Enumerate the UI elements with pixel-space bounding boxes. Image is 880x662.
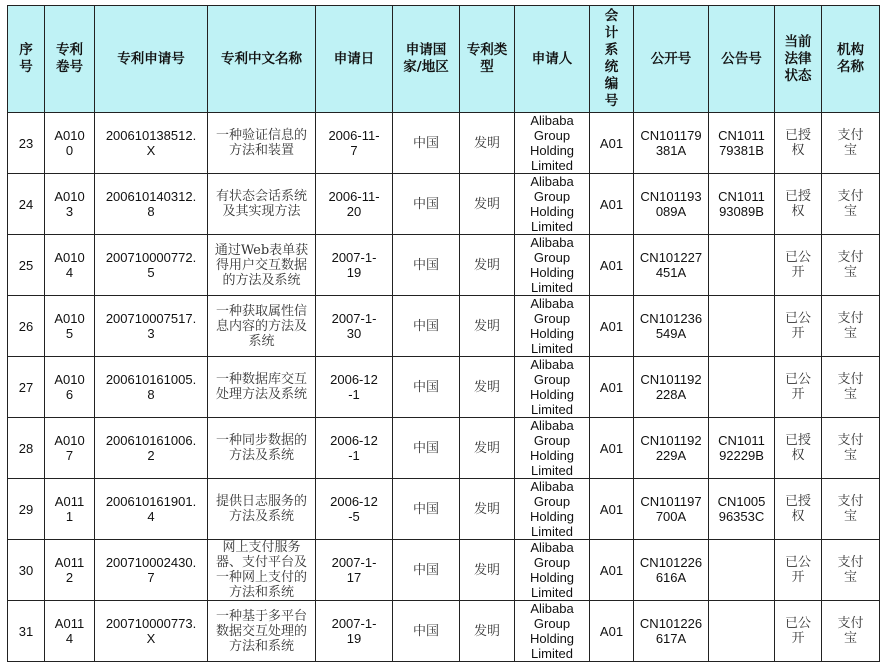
cell-publication-no — [634, 601, 709, 662]
cell-org-text: 支付宝 — [837, 555, 864, 585]
table-row — [8, 418, 880, 479]
cell-application-no-text: 200610161005.8 — [105, 372, 197, 402]
cell-application-no — [95, 418, 208, 479]
cell-applicant — [515, 113, 590, 174]
cell-seq: 28 — [8, 418, 45, 479]
cell-filing-date-text: 2006-12-5 — [330, 494, 378, 524]
cell-volume-text: A0112 — [54, 555, 85, 585]
cell-type: 发明 — [460, 113, 515, 174]
patent-table — [7, 5, 880, 662]
cell-org — [822, 418, 880, 479]
cell-volume-text: A0104 — [54, 250, 85, 280]
cell-application-no-text: 200710000772.5 — [105, 250, 197, 280]
cell-filing-date-text: 2007-1-30 — [331, 311, 377, 341]
cell-org-text: 支付宝 — [837, 616, 864, 646]
cell-legal-status — [775, 601, 822, 662]
cell-type: 发明 — [460, 479, 515, 540]
cell-publication-no — [634, 479, 709, 540]
cell-application-no-text: 200610140312.8 — [105, 189, 197, 219]
cell-legal-status-text: 已授权 — [784, 128, 811, 158]
cell-applicant-text: Alibaba Group Holding Limited — [529, 296, 575, 356]
cell-application-no-text: 200610161901.4 — [105, 494, 197, 524]
cell-applicant-text: Alibaba Group Holding Limited — [529, 357, 575, 417]
table-row — [8, 357, 880, 418]
cell-filing-date-text: 2006-12-1 — [330, 433, 378, 463]
header-accounting-code: 会计系统编号 — [590, 6, 634, 113]
cell-cn-title — [208, 418, 316, 479]
cell-publication-no-text: CN101193089A — [640, 189, 702, 219]
cell-country: 中国 — [393, 418, 460, 479]
cell-seq: 29 — [8, 479, 45, 540]
cell-grant-no-text: CN101193089B — [718, 189, 765, 219]
cell-type: 发明 — [460, 418, 515, 479]
cell-legal-status-text: 已公开 — [784, 616, 811, 646]
header-type: 专利类型 — [460, 6, 515, 113]
cell-accounting-code: A01 — [590, 113, 634, 174]
cell-grant-no — [709, 479, 775, 540]
cell-legal-status — [775, 540, 822, 601]
cell-volume-text: A0114 — [54, 616, 85, 646]
cell-volume — [45, 601, 95, 662]
cell-volume — [45, 540, 95, 601]
cell-application-no — [95, 479, 208, 540]
cell-cn-title — [208, 540, 316, 601]
cell-legal-status — [775, 479, 822, 540]
cell-publication-no-text: CN101192229A — [640, 433, 702, 463]
cell-grant-no — [709, 540, 775, 601]
cell-cn-title-text: 一种同步数据的方法及系统 — [215, 433, 307, 463]
cell-country: 中国 — [393, 235, 460, 296]
cell-grant-no — [709, 235, 775, 296]
cell-cn-title-text: 提供日志服务的方法及系统 — [215, 494, 307, 524]
cell-volume-text: A0100 — [54, 128, 85, 158]
cell-accounting-code: A01 — [590, 479, 634, 540]
cell-application-no — [95, 113, 208, 174]
cell-seq: 30 — [8, 540, 45, 601]
cell-grant-no-text: CN101179381B — [718, 128, 765, 158]
cell-cn-title-text: 有状态会话系统及其实现方法 — [215, 189, 307, 219]
cell-cn-title — [208, 235, 316, 296]
cell-legal-status-text: 已公开 — [784, 311, 811, 341]
cell-accounting-code: A01 — [590, 601, 634, 662]
cell-publication-no-text: CN101227451A — [639, 250, 703, 280]
cell-org — [822, 479, 880, 540]
cell-cn-title — [208, 479, 316, 540]
cell-country: 中国 — [393, 296, 460, 357]
header-org: 机构名称 — [822, 6, 880, 113]
table-row — [8, 540, 880, 601]
cell-filing-date — [316, 113, 393, 174]
cell-publication-no-text: CN101192228A — [640, 372, 702, 402]
cell-applicant — [515, 296, 590, 357]
header-grant-no: 公告号 — [709, 6, 775, 113]
cell-org — [822, 540, 880, 601]
cell-filing-date-text: 2006-11-7 — [328, 128, 380, 158]
cell-application-no-text: 200710007517.3 — [105, 311, 197, 341]
cell-grant-no — [709, 418, 775, 479]
cell-org — [822, 601, 880, 662]
header-application-no: 专利申请号 — [95, 6, 208, 113]
cell-legal-status — [775, 235, 822, 296]
cell-application-no-text: 200610161006.2 — [105, 433, 197, 463]
cell-legal-status — [775, 296, 822, 357]
cell-applicant — [515, 418, 590, 479]
cell-cn-title-text: 网上支付服务器、支付平台及一种网上支付的方法和系统 — [215, 540, 307, 600]
cell-org-text: 支付宝 — [837, 250, 864, 280]
cell-seq: 26 — [8, 296, 45, 357]
cell-grant-no — [709, 296, 775, 357]
cell-country: 中国 — [393, 357, 460, 418]
cell-volume-text: A0106 — [54, 372, 85, 402]
table-row — [8, 601, 880, 662]
header-row — [8, 6, 880, 113]
header-volume: 专利卷号 — [45, 6, 95, 113]
cell-publication-no — [634, 418, 709, 479]
header-seq: 序号 — [8, 6, 45, 113]
cell-accounting-code: A01 — [590, 174, 634, 235]
cell-type: 发明 — [460, 174, 515, 235]
cell-application-no — [95, 296, 208, 357]
cell-legal-status-text: 已授权 — [784, 433, 811, 463]
cell-cn-title-text: 一种获取属性信息内容的方法及系统 — [215, 303, 307, 349]
cell-org-text: 支付宝 — [837, 494, 864, 524]
cell-grant-no-text: CN101192229B — [718, 433, 765, 463]
cell-seq: 24 — [8, 174, 45, 235]
header-cn-title: 专利中文名称 — [208, 6, 316, 113]
cell-volume — [45, 357, 95, 418]
cell-org-text: 支付宝 — [837, 372, 864, 402]
cell-applicant-text: Alibaba Group Holding Limited — [529, 540, 575, 600]
cell-legal-status-text: 已公开 — [784, 372, 811, 402]
cell-accounting-code: A01 — [590, 357, 634, 418]
cell-applicant-text: Alibaba Group Holding Limited — [529, 174, 575, 234]
cell-cn-title-text: 一种数据库交互处理方法及系统 — [215, 372, 307, 402]
cell-country: 中国 — [393, 113, 460, 174]
header-publication-no: 公开号 — [634, 6, 709, 113]
cell-legal-status-text: 已公开 — [784, 250, 811, 280]
cell-filing-date — [316, 357, 393, 418]
cell-grant-no-text: CN100596353C — [717, 494, 766, 524]
cell-applicant-text: Alibaba Group Holding Limited — [529, 601, 575, 661]
cell-org-text: 支付宝 — [837, 433, 864, 463]
cell-org — [822, 296, 880, 357]
cell-country: 中国 — [393, 540, 460, 601]
cell-cn-title-text: 通过Web表单获得用户交互数据的方法及系统 — [214, 242, 309, 288]
cell-legal-status-text: 已授权 — [784, 189, 811, 219]
cell-seq: 31 — [8, 601, 45, 662]
cell-applicant — [515, 174, 590, 235]
cell-publication-no-text: CN101197700A — [640, 494, 702, 524]
cell-filing-date — [316, 601, 393, 662]
cell-applicant-text: Alibaba Group Holding Limited — [529, 479, 575, 539]
cell-filing-date — [316, 479, 393, 540]
cell-legal-status-text: 已授权 — [784, 494, 811, 524]
cell-type: 发明 — [460, 601, 515, 662]
cell-applicant — [515, 357, 590, 418]
cell-legal-status — [775, 113, 822, 174]
table-row — [8, 174, 880, 235]
cell-accounting-code: A01 — [590, 540, 634, 601]
table-row — [8, 296, 880, 357]
cell-volume — [45, 235, 95, 296]
cell-volume — [45, 113, 95, 174]
cell-seq: 27 — [8, 357, 45, 418]
cell-application-no — [95, 174, 208, 235]
cell-type: 发明 — [460, 540, 515, 601]
cell-filing-date — [316, 418, 393, 479]
cell-org — [822, 113, 880, 174]
cell-application-no — [95, 357, 208, 418]
cell-publication-no — [634, 174, 709, 235]
cell-publication-no — [634, 540, 709, 601]
cell-accounting-code: A01 — [590, 235, 634, 296]
cell-filing-date-text: 2006-11-20 — [328, 189, 380, 219]
cell-publication-no — [634, 113, 709, 174]
cell-publication-no-text: CN101226616A — [639, 555, 703, 585]
cell-publication-no-text: CN101179381A — [640, 128, 702, 158]
cell-volume — [45, 174, 95, 235]
cell-cn-title — [208, 174, 316, 235]
cell-org-text: 支付宝 — [837, 189, 864, 219]
cell-org-text: 支付宝 — [837, 311, 864, 341]
cell-org-text: 支付宝 — [837, 128, 864, 158]
cell-type: 发明 — [460, 357, 515, 418]
cell-legal-status — [775, 357, 822, 418]
cell-volume-text: A0103 — [54, 189, 85, 219]
cell-applicant — [515, 235, 590, 296]
cell-grant-no — [709, 174, 775, 235]
cell-publication-no-text: CN101226617A — [639, 616, 703, 646]
header-legal-status: 当前法律状态 — [775, 6, 822, 113]
cell-applicant — [515, 540, 590, 601]
cell-cn-title — [208, 357, 316, 418]
cell-org — [822, 235, 880, 296]
cell-legal-status — [775, 174, 822, 235]
table-row — [8, 113, 880, 174]
cell-cn-title — [208, 296, 316, 357]
cell-applicant — [515, 601, 590, 662]
cell-publication-no — [634, 235, 709, 296]
cell-accounting-code: A01 — [590, 296, 634, 357]
cell-filing-date-text: 2007-1-19 — [331, 616, 377, 646]
cell-filing-date — [316, 235, 393, 296]
cell-applicant-text: Alibaba Group Holding Limited — [529, 418, 575, 478]
cell-accounting-code: A01 — [590, 418, 634, 479]
cell-volume — [45, 418, 95, 479]
cell-application-no-text: 200710002430.7 — [105, 555, 197, 585]
cell-volume-text: A0105 — [54, 311, 85, 341]
cell-grant-no — [709, 113, 775, 174]
cell-cn-title — [208, 601, 316, 662]
cell-seq: 25 — [8, 235, 45, 296]
cell-org — [822, 174, 880, 235]
cell-country: 中国 — [393, 174, 460, 235]
cell-filing-date-text: 2007-1-19 — [331, 250, 377, 280]
cell-application-no-text: 200610138512.X — [105, 128, 197, 158]
cell-publication-no — [634, 357, 709, 418]
cell-legal-status-text: 已公开 — [784, 555, 811, 585]
header-filing-date: 申请日 — [316, 6, 393, 113]
cell-application-no-text: 200710000773.X — [105, 616, 197, 646]
cell-application-no — [95, 601, 208, 662]
cell-applicant-text: Alibaba Group Holding Limited — [529, 235, 575, 295]
table-row — [8, 479, 880, 540]
cell-filing-date-text: 2007-1-17 — [331, 555, 377, 585]
cell-volume — [45, 479, 95, 540]
header-country: 申请国家/地区 — [393, 6, 460, 113]
cell-country: 中国 — [393, 479, 460, 540]
cell-grant-no — [709, 357, 775, 418]
cell-application-no — [95, 235, 208, 296]
cell-filing-date — [316, 540, 393, 601]
table-row — [8, 235, 880, 296]
cell-legal-status — [775, 418, 822, 479]
cell-filing-date — [316, 174, 393, 235]
cell-type: 发明 — [460, 296, 515, 357]
cell-volume-text: A0107 — [54, 433, 85, 463]
cell-applicant-text: Alibaba Group Holding Limited — [529, 113, 575, 173]
cell-type: 发明 — [460, 235, 515, 296]
cell-volume — [45, 296, 95, 357]
cell-application-no — [95, 540, 208, 601]
cell-cn-title-text: 一种验证信息的方法和装置 — [215, 128, 307, 158]
cell-publication-no — [634, 296, 709, 357]
cell-publication-no-text: CN101236549A — [639, 311, 703, 341]
cell-applicant — [515, 479, 590, 540]
cell-cn-title — [208, 113, 316, 174]
cell-country: 中国 — [393, 601, 460, 662]
cell-volume-text: A0111 — [54, 494, 85, 524]
cell-seq: 23 — [8, 113, 45, 174]
header-applicant: 申请人 — [515, 6, 590, 113]
cell-filing-date-text: 2006-12-1 — [330, 372, 378, 402]
cell-filing-date — [316, 296, 393, 357]
cell-cn-title-text: 一种基于多平台数据交互处理的方法和系统 — [215, 608, 307, 654]
cell-grant-no — [709, 601, 775, 662]
cell-org — [822, 357, 880, 418]
